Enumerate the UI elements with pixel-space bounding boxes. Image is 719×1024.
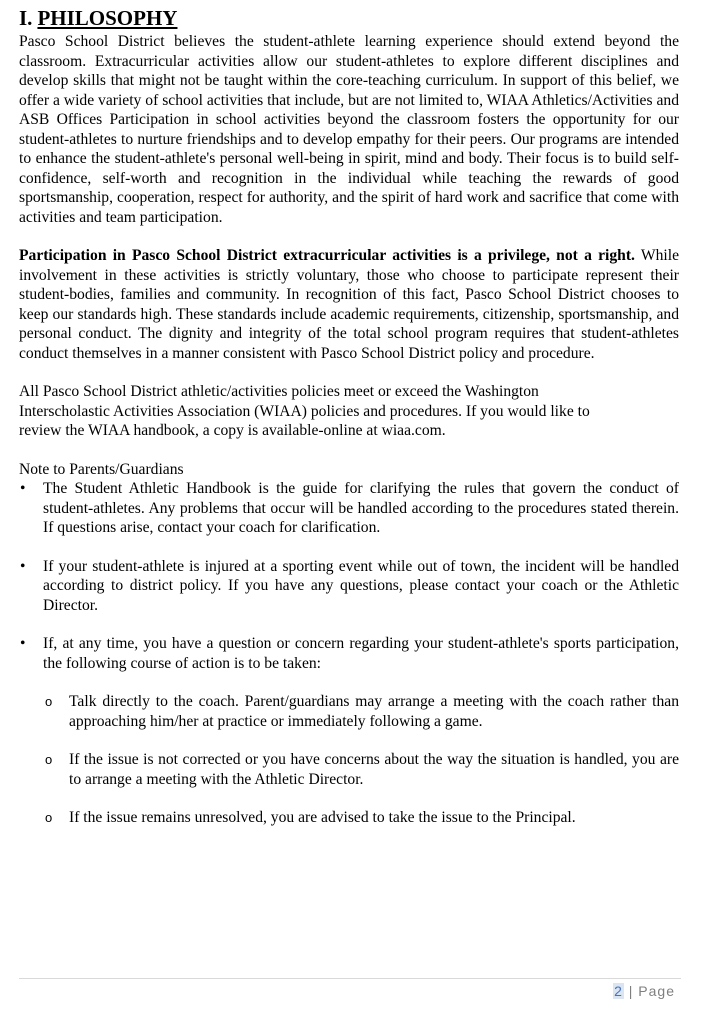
list-item bbox=[19, 634, 679, 673]
philosophy-paragraph: Pasco School District believes the student-athlete learning experience should extend beyond the classroom. Extracurricular activities allow our student-athletes to explore different disciplines and develop skills that might not be taught within the core-teaching curriculum. In support of this belief, we offer a wide variety of school activities that include, but are not limited to, WIAA Athletics/Activities and ASB Offices Participation in school activities beyond the classroom fosters the opportunity for our student-athletes to nurture friendships and to develop empathy for their peers. Our programs are intended to enhance the student-athlete's personal well-being in spirit, mind and body. Their focus is to build self-confidence, self-worth and recognition in the individual while teaching the rewards of good sportsmanship, cooperation, respect for authority, and the spirit of hard work and sacrifice that come with activities and team participation. bbox=[19, 33, 679, 226]
wiaa-line-1: All Pasco School District athletic/activities policies meet or exceed the Washington bbox=[19, 383, 539, 400]
page-footer bbox=[613, 983, 675, 999]
bullet-icon: • bbox=[20, 480, 26, 497]
sub-list-item bbox=[19, 750, 679, 789]
bullet-text: If, at any time, you have a question or concern regarding your student-athlete's sports participation, the following course of action is to be taken: bbox=[43, 635, 679, 672]
circle-bullet-icon: o bbox=[45, 694, 53, 709]
list-item bbox=[19, 479, 679, 538]
wiaa-paragraph bbox=[19, 382, 679, 441]
sub-item-text: If the issue remains unresolved, you are advised to take the issue to the Principal. bbox=[69, 809, 576, 826]
page-number: 2 bbox=[614, 983, 623, 999]
bullet-icon: • bbox=[20, 635, 26, 652]
footer-divider bbox=[19, 978, 681, 979]
page-label: Page bbox=[638, 983, 675, 999]
sub-list-item bbox=[19, 692, 679, 731]
section-number: I. bbox=[19, 6, 33, 30]
circle-bullet-icon: o bbox=[45, 752, 53, 767]
participation-details: While involvement in these activities is strictly voluntary, those who choose to participate represent their student-bodies, families and community. In recognition of this fact, Pasco School District chooses to keep our standards high. These standards include academic requirements, citizenship, sportsmanship, and personal conduct. The dignity and integrity of the total school program requires that student-athletes conduct themselves in a manner consistent with Pasco School District policy and procedure. bbox=[19, 247, 680, 362]
participation-paragraph bbox=[19, 246, 679, 363]
bullet-text: If your student-athlete is injured at a sporting event while out of town, the incident will be handled according to district policy. If you have any questions, please contact your coach or the Athletic Director. bbox=[43, 557, 679, 614]
section-title: PHILOSOPHY bbox=[37, 6, 178, 30]
section-heading bbox=[19, 6, 679, 30]
sub-item-text: Talk directly to the coach. Parent/guardians may arrange a meeting with the coach rather than approaching him/her at practice or immediately following a game. bbox=[69, 693, 679, 730]
bullet-icon: • bbox=[20, 557, 26, 575]
footer-separator: | bbox=[628, 983, 634, 999]
wiaa-line-3: review the WIAA handbook, a copy is available-online at wiaa.com. bbox=[19, 422, 446, 439]
sub-list-item bbox=[19, 808, 679, 828]
participation-statement: Participation in Pasco School District extracurricular activities is a privilege, not a right. bbox=[19, 247, 635, 264]
bullet-text: The Student Athletic Handbook is the guide for clarifying the rules that govern the conduct of student-athletes. Any problems that occur will be handled according to the procedures stated therein. If questions arise, contact your coach for clarification. bbox=[43, 480, 679, 536]
note-title: Note to Parents/Guardians bbox=[19, 460, 184, 478]
circle-bullet-icon: o bbox=[45, 810, 53, 825]
document-page bbox=[19, 6, 679, 828]
wiaa-line-2: Interscholastic Activities Association (WIAA) policies and procedures. If you would like to bbox=[19, 402, 590, 420]
list-item bbox=[19, 557, 679, 616]
sub-item-text: If the issue is not corrected or you have concerns about the way the situation is handled, you are to arrange a meeting with the Athletic Director. bbox=[69, 751, 679, 788]
